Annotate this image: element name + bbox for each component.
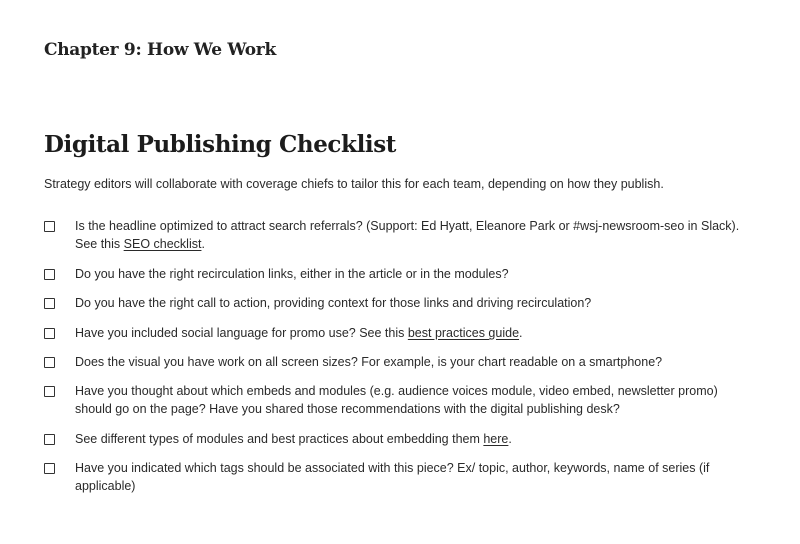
- checkbox[interactable]: [44, 221, 55, 232]
- item-text-end: .: [508, 432, 512, 446]
- item-text: Is the headline optimized to attract search referrals? (Support: Ed Hyatt, Eleanore Park or #wsj-newsroom-seo in Slack). See this: [75, 219, 740, 251]
- best-practices-guide-link[interactable]: best practices guide: [407, 326, 520, 340]
- checkbox[interactable]: [44, 463, 55, 474]
- intro-text: Strategy editors will collaborate with coverage chiefs to tailor this for each team, depending on how they publish.: [44, 177, 664, 191]
- item-text: Do you have the right call to action, providing context for those links and driving recirculation?: [75, 296, 592, 310]
- checklist-item: [44, 265, 744, 283]
- item-text: Does the visual you have work on all screen sizes? For example, is your chart readable on a smartphone?: [75, 355, 663, 369]
- checklist-item: [44, 353, 744, 371]
- checkbox[interactable]: [44, 434, 55, 445]
- seo-checklist-link[interactable]: SEO checklist: [123, 237, 202, 251]
- item-text: Have you indicated which tags should be associated with this piece? Ex/ topic, author, keywords, name of series (if applicable): [75, 461, 710, 493]
- checklist-item: [44, 459, 744, 495]
- checkbox[interactable]: [44, 357, 55, 368]
- checkbox[interactable]: [44, 386, 55, 397]
- item-text: Have you thought about which embeds and modules (e.g. audience voices module, video embed, newsletter promo) should go on the page? Have you shared those recommendations with the digital publishing desk?: [75, 384, 718, 416]
- checklist-item: [44, 324, 744, 342]
- checkbox[interactable]: [44, 298, 55, 309]
- page-title: Digital Publishing Checklist: [44, 131, 397, 158]
- here-link[interactable]: here: [483, 432, 509, 446]
- checklist-item: [44, 382, 744, 418]
- chapter-heading: Chapter 9: How We Work: [44, 40, 276, 60]
- checklist-item: [44, 217, 744, 253]
- item-text: Have you included social language for promo use? See this: [75, 326, 408, 340]
- item-text-end: .: [519, 326, 523, 340]
- checkbox[interactable]: [44, 269, 55, 280]
- checkbox[interactable]: [44, 328, 55, 339]
- item-text: Do you have the right recirculation links, either in the article or in the modules?: [75, 267, 509, 281]
- item-text: See different types of modules and best practices about embedding them: [75, 432, 484, 446]
- checklist-item: [44, 294, 744, 312]
- checklist-item: [44, 430, 744, 448]
- item-text-end: .: [201, 237, 205, 251]
